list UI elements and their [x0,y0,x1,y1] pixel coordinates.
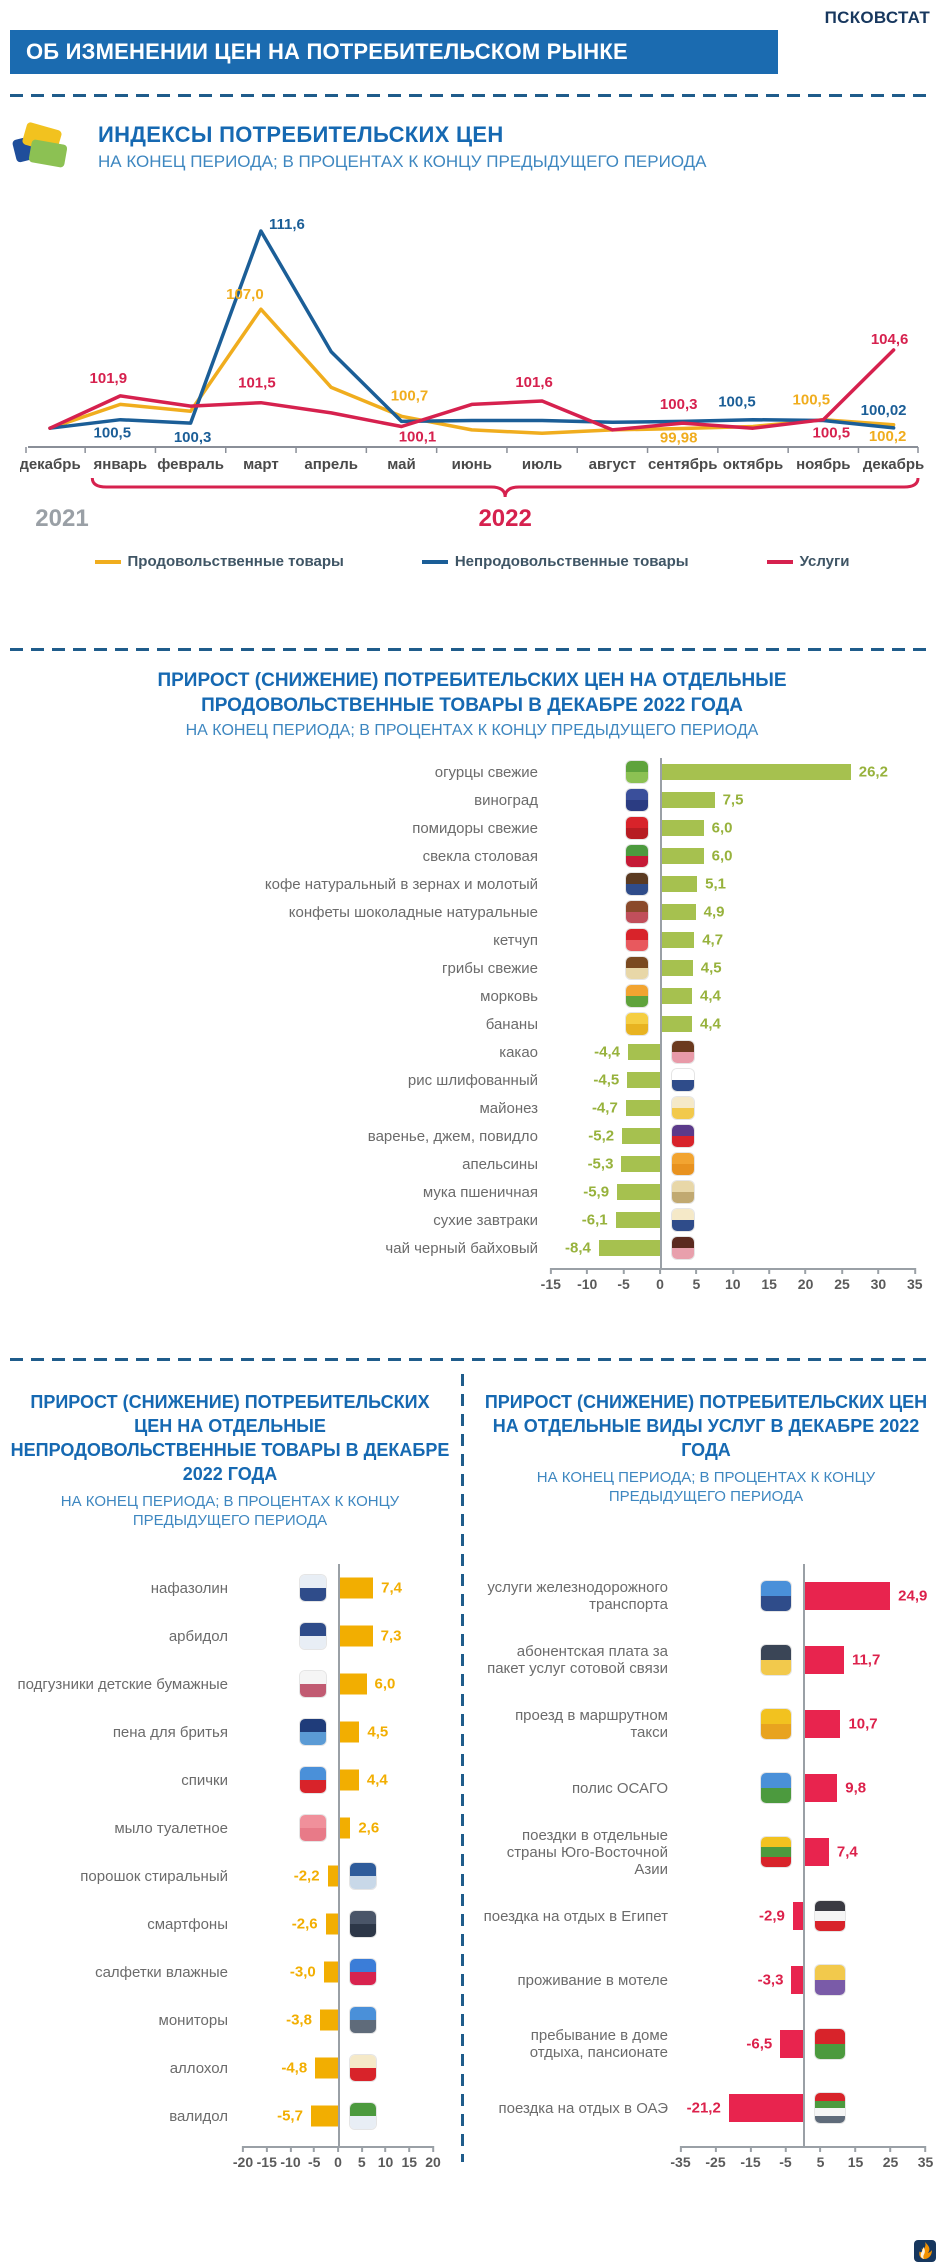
value-label: -2,2 [293,1867,320,1885]
ipc-chart-title: ИНДЕКСЫ ПОТРЕБИТЕЛЬСКИХ ЦЕН [98,122,504,147]
axis-tick: 5 [358,2146,366,2170]
orange-icon [672,1153,694,1175]
svg-text:104,6: 104,6 [870,331,909,348]
bar [338,1578,373,1599]
svg-text:апрель: апрель [304,456,359,473]
value-label: 7,4 [836,1843,858,1861]
item-label: нафазолин [150,1579,228,1597]
bar [660,960,693,976]
diaper-icon [300,1671,326,1697]
svg-text:август: август [588,456,637,473]
bar [660,764,851,780]
axis-tick: 0 [334,2146,342,2170]
item-label: поездки в отдельные страны Юго-Восточной Азии [506,1826,668,1878]
nonfood-section [10,1390,450,2174]
bar-row [30,982,928,1010]
value-label: 6,0 [374,1675,396,1693]
bar [803,1646,844,1674]
resort-house-icon [815,2029,845,2059]
southeast-asia-flag-icon [761,1837,791,1867]
bar-row [10,1996,446,2044]
nonfood-chart-title: ПРИРОСТ (СНИЖЕНИЕ) ПОТРЕБИТЕЛЬСКИХ ЦЕН НА ОТДЕЛЬНЫЕ НЕПРОДОВОЛЬСТВЕННЫЕ ТОВАРЫ В ДЕКАБРЕ 2022 ГОДА [10,1392,450,1484]
pill-blister-icon [350,2055,376,2081]
bar-row [30,926,928,954]
price-tags-icon [14,124,78,178]
item-label: сухие завтраки [433,1211,538,1229]
item-label: поездка на отдых в ОАЭ [498,2099,668,2117]
bar-row [30,842,928,870]
value-label: 4,7 [702,931,724,949]
axis-tick: 15 [401,2146,417,2170]
bar [780,2030,803,2058]
value-label: -21,2 [686,2099,721,2117]
nonfood-chart-subtitle: НА КОНЕЦ ПЕРИОДА; В ПРОЦЕНТАХ К КОНЦУ ПРЕДЫДУЩЕГО ПЕРИОДА [60,1493,400,1529]
bar [660,848,704,864]
axis-tick: 5 [817,2146,825,2170]
bar [328,1866,339,1887]
value-label: 4,4 [366,1771,388,1789]
item-label: кетчуп [493,931,538,949]
beet-icon [626,845,648,867]
bar-row [30,1178,928,1206]
svg-text:100,02: 100,02 [860,401,907,419]
svg-text:100,5: 100,5 [812,424,851,442]
bar-row [30,1122,928,1150]
item-label: свекла столовая [422,847,538,865]
bar-row [30,1094,928,1122]
smartphone-icon [350,1911,376,1937]
item-label: рис шлифованный [407,1071,538,1089]
legend-item [422,553,689,570]
svg-text:111,6: 111,6 [268,216,305,233]
food-bar-chart [30,758,928,1296]
rice-bowl-icon [672,1069,694,1091]
axis-tick: 10 [725,1268,741,1292]
item-label: аллохол [169,2059,228,2077]
svg-text:101,9: 101,9 [89,369,128,387]
cocoa-cup-icon [672,1041,694,1063]
nasal-drops-icon [300,1575,326,1601]
bar-row [480,1692,936,1756]
item-label: конфеты шоколадные натуральные [288,903,538,921]
item-label: мыло туалетное [114,1819,228,1837]
agency-name: ПСКОВСТАТ [824,8,930,27]
value-label: -4,7 [591,1099,618,1117]
axis-tick: 15 [761,1268,777,1292]
svg-text:100,5: 100,5 [792,391,831,409]
item-label: морковь [480,987,538,1005]
value-label: -5,9 [583,1183,610,1201]
svg-text:февраль: февраль [157,456,224,473]
value-label: -4,8 [281,2059,308,2077]
svg-text:июнь: июнь [451,456,492,473]
soap-icon [300,1815,326,1841]
svg-text:октябрь: октябрь [722,456,784,473]
bar [324,1962,338,1983]
value-label: -5,2 [588,1127,615,1145]
chocolate-icon [626,901,648,923]
value-label: -5,3 [587,1155,614,1173]
page-title: ОБ ИЗМЕНЕНИИ ЦЕН НА ПОТРЕБИТЕЛЬСКОМ РЫНКЕ [10,30,778,74]
bar-row [480,2012,936,2076]
item-label: арбидол [168,1627,228,1645]
item-label: бананы [485,1015,538,1033]
bar-row [480,1628,936,1692]
vertical-axis [803,1564,805,2146]
rosstat-flame-logo-icon [914,2238,936,2262]
monitor-icon [350,2007,376,2033]
jam-jar-icon [672,1125,694,1147]
bar [660,1016,692,1032]
car-insurance-icon [761,1773,791,1803]
axis-tick: 35 [918,2146,934,2170]
svg-text:ноябрь: ноябрь [796,456,851,473]
bar [660,904,696,920]
bar-row [10,2092,446,2140]
bar-row [30,870,928,898]
legend-swatch [767,560,793,564]
services-section [480,1390,932,2174]
bar [621,1156,660,1172]
bar [599,1240,660,1256]
svg-text:100,3: 100,3 [173,429,212,447]
svg-text:100,3: 100,3 [659,396,698,414]
bar [660,932,694,948]
bar-row [480,1948,936,2012]
value-label: 5,1 [705,875,726,893]
item-label: мука пшеничная [422,1183,538,1201]
item-label: кофе натуральный в зернах и молотый [264,875,538,893]
bar-row [10,1852,446,1900]
value-label: 7,4 [381,1579,402,1597]
axis-tick: 25 [834,1268,850,1292]
vertical-axis [660,758,662,1268]
carrot-icon [626,985,648,1007]
food-chart-title: ПРИРОСТ (СНИЖЕНИЕ) ПОТРЕБИТЕЛЬСКИХ ЦЕН НА ОТДЕЛЬНЫЕ ПРОДОВОЛЬСТВЕННЫЕ ТОВАРЫ В ДЕКАБРЕ 2022 ГОДА [157,670,787,716]
bar-row [30,1234,928,1262]
value-label: -4,5 [593,1071,620,1089]
coffee-cup-icon [626,873,648,895]
legend-swatch [422,560,448,564]
item-label: валидол [169,2107,228,2125]
svg-text:107,0: 107,0 [226,286,264,304]
wet-wipes-icon [350,1959,376,1985]
value-label: 6,0 [711,847,733,865]
item-label: чай черный байховый [385,1239,538,1257]
banana-icon [626,1013,648,1035]
bar-row [10,1804,446,1852]
bar [617,1184,660,1200]
bar-row [30,1010,928,1038]
item-label: подгузники детские бумажные [17,1675,228,1693]
axis-tick: -20 [233,2146,253,2170]
svg-text:99,98: 99,98 [659,429,698,447]
axis-tick: -35 [670,2146,690,2170]
tea-cup-icon [672,1237,694,1259]
item-label: смартфоны [147,1915,228,1933]
bar-row [30,1066,928,1094]
value-label: 2,6 [358,1819,380,1837]
tomato-icon [626,817,648,839]
bar-row [10,1660,446,1708]
item-label: абонентская плата за пакет услуг сотовой связи [487,1643,668,1677]
value-label: -3,0 [289,1963,316,1981]
bar [626,1100,660,1116]
value-label: 4,4 [700,1015,721,1033]
item-label: порошок стиральный [80,1867,228,1885]
bar-row [480,1820,936,1884]
bar [338,1722,359,1743]
axis-tick: -5 [617,1268,629,1292]
train-icon [761,1581,791,1611]
svg-text:100,5: 100,5 [718,393,756,411]
item-label: полис ОСАГО [571,1779,668,1797]
bar [311,2106,338,2127]
svg-text:май: май [387,456,416,473]
line-chart-legend [0,553,944,570]
bar-row [10,1564,446,1612]
shaving-foam-icon [300,1719,326,1745]
ipc-chart-subtitle: НА КОНЕЦ ПЕРИОДА; В ПРОЦЕНТАХ К КОНЦУ ПРЕДЫДУЩЕГО ПЕРИОДА [98,152,707,171]
bar [803,1838,829,1866]
axis-tick: -15 [257,2146,277,2170]
bar-row [480,1564,936,1628]
bar-row [30,786,928,814]
axis-tick: -5 [308,2146,320,2170]
item-label: помидоры свежие [412,819,538,837]
legend-label: Услуги [799,553,850,570]
svg-text:101,6: 101,6 [515,374,553,391]
item-label: виноград [474,791,538,809]
value-label: -8,4 [565,1239,591,1257]
value-label: -2,9 [759,1907,785,1925]
axis-tick: -10 [577,1268,597,1292]
svg-text:декабрь: декабрь [862,456,924,473]
ketchup-bottle-icon [626,929,648,951]
item-label: пребывание в доме отдыха, пансионате [529,2027,668,2061]
item-label: поездка на отдых в Египет [483,1907,668,1925]
svg-text:100,1: 100,1 [398,428,437,446]
bar-row [30,758,928,786]
legend-label: Непродовольственные товары [454,553,689,570]
bar [660,820,704,836]
svg-text:декабрь: декабрь [20,456,81,473]
bar-row [30,898,928,926]
value-label: -3,8 [286,2011,312,2029]
value-label: 10,7 [848,1715,878,1733]
bar [803,1582,890,1610]
services-chart-subtitle: НА КОНЕЦ ПЕРИОДА; В ПРОЦЕНТАХ К КОНЦУ ПРЕДЫДУЩЕГО ПЕРИОДА [536,1469,876,1505]
svg-text:2021: 2021 [35,505,89,530]
legend-swatch [95,560,121,564]
value-label: 11,7 [851,1651,881,1669]
mobile-phone-icon [761,1645,791,1675]
axis-tick: 20 [425,2146,441,2170]
value-label: -5,7 [277,2107,303,2125]
cereal-bowl-icon [672,1209,694,1231]
bar [660,792,715,808]
bar [660,876,697,892]
axis-tick: -15 [740,2146,760,2170]
value-label: -6,5 [746,2035,773,2053]
svg-text:100,5: 100,5 [93,424,132,442]
axis-tick: -15 [541,1268,561,1292]
axis-tick: -25 [705,2146,725,2170]
nonfood-bar-chart [10,1564,450,2174]
ipc-line-chart [20,195,924,530]
svg-text:2022: 2022 [478,505,532,530]
value-label: 6,0 [711,819,733,837]
axis-tick: 10 [378,2146,394,2170]
value-label: 26,2 [858,763,888,781]
svg-text:сентябрь: сентябрь [647,456,718,473]
bar-row [480,1884,936,1948]
value-label: 7,5 [722,791,744,809]
mushroom-icon [626,957,648,979]
bar [803,1774,837,1802]
matchbox-icon [300,1767,326,1793]
item-label: какао [499,1043,538,1061]
value-label: 24,9 [898,1587,928,1605]
bar [729,2094,803,2122]
vertical-axis [338,1564,340,2146]
bar [320,2010,338,2031]
item-label: майонез [479,1099,538,1117]
flour-bag-icon [672,1181,694,1203]
bar-row [30,1206,928,1234]
legend-item [95,553,344,570]
axis-tick: -10 [280,2146,300,2170]
item-label: мониторы [158,2011,228,2029]
value-label: 4,9 [703,903,725,921]
bar-row [480,1756,936,1820]
value-label: 4,4 [700,987,721,1005]
dashed-divider [10,1358,932,1361]
item-label: варенье, джем, повидло [367,1127,538,1145]
item-label: услуги железнодорожного транспорта [487,1579,668,1613]
receptionist-icon [815,1965,845,1995]
dashed-divider [10,648,932,651]
bar-row [10,1612,446,1660]
bar-row [30,1038,928,1066]
bar [793,1902,803,1930]
axis-tick: 35 [907,1268,923,1292]
svg-text:101,5: 101,5 [238,374,276,392]
value-label: 4,5 [700,959,722,977]
svg-text:март: март [243,456,279,473]
minibus-icon [761,1709,791,1739]
services-chart-title: ПРИРОСТ (СНИЖЕНИЕ) ПОТРЕБИТЕЛЬСКИХ ЦЕН НА ОТДЕЛЬНЫЕ ВИДЫ УСЛУГ В ДЕКАБРЕ 2022 ГОДА [484,1392,928,1460]
bar-row [10,2044,446,2092]
svg-text:100,2: 100,2 [868,427,907,445]
bar [338,1674,367,1695]
bar [628,1044,660,1060]
uae-flag-icon [815,2093,845,2123]
axis-tick: 0 [656,1268,664,1292]
item-label: салфетки влажные [95,1963,228,1981]
axis-tick: -5 [779,2146,791,2170]
value-label: 9,8 [845,1779,867,1797]
bar-row [10,1900,446,1948]
legend-item [767,553,850,570]
grapes-icon [626,789,648,811]
bar-row [30,954,928,982]
mayonnaise-icon [672,1097,694,1119]
dashed-vertical-separator [461,1374,464,2162]
bar [803,1710,840,1738]
bar-row [10,1948,446,1996]
bar [660,988,692,1004]
bar [326,1914,338,1935]
value-label: 7,3 [380,1627,402,1645]
item-label: проезд в маршрутном такси [515,1707,668,1741]
value-label: -6,1 [581,1211,608,1229]
food-chart-subtitle: НА КОНЕЦ ПЕРИОДА; В ПРОЦЕНТАХ К КОНЦУ ПРЕДЫДУЩЕГО ПЕРИОДА [185,722,759,739]
svg-text:100,7: 100,7 [390,387,429,405]
bar-row [30,1150,928,1178]
value-label: -4,4 [594,1043,620,1061]
medicine-box-icon [300,1623,326,1649]
dashed-divider [10,94,932,97]
value-label: 4,5 [367,1723,389,1741]
axis-tick: 20 [798,1268,814,1292]
svg-text:январь: январь [93,456,148,473]
bar [622,1128,660,1144]
egypt-flag-icon [815,1901,845,1931]
bar-row [10,1708,446,1756]
bar [616,1212,660,1228]
bar [791,1966,803,1994]
axis-tick: 5 [692,1268,700,1292]
bar-row [30,814,928,842]
axis-tick: 25 [883,2146,899,2170]
item-label: огурцы свежие [434,763,538,781]
item-label: проживание в мотеле [517,1971,668,1989]
axis-tick: 30 [871,1268,887,1292]
item-label: грибы свежие [442,959,538,977]
bar [338,1770,359,1791]
cucumber-icon [626,761,648,783]
axis-tick: 15 [848,2146,864,2170]
legend-label: Продовольственные товары [127,553,344,570]
svg-text:июль: июль [521,456,563,473]
value-label: -3,3 [757,1971,784,1989]
washing-powder-icon [350,1863,376,1889]
services-bar-chart [480,1564,932,2174]
validol-pack-icon [350,2103,376,2129]
item-label: спички [181,1771,228,1789]
bar [338,1626,373,1647]
value-label: -2,6 [291,1915,318,1933]
item-label: пена для бритья [112,1723,228,1741]
bar [315,2058,338,2079]
item-label: апельсины [462,1155,538,1173]
bar [627,1072,660,1088]
bar-row [10,1756,446,1804]
bar-row [480,2076,936,2140]
